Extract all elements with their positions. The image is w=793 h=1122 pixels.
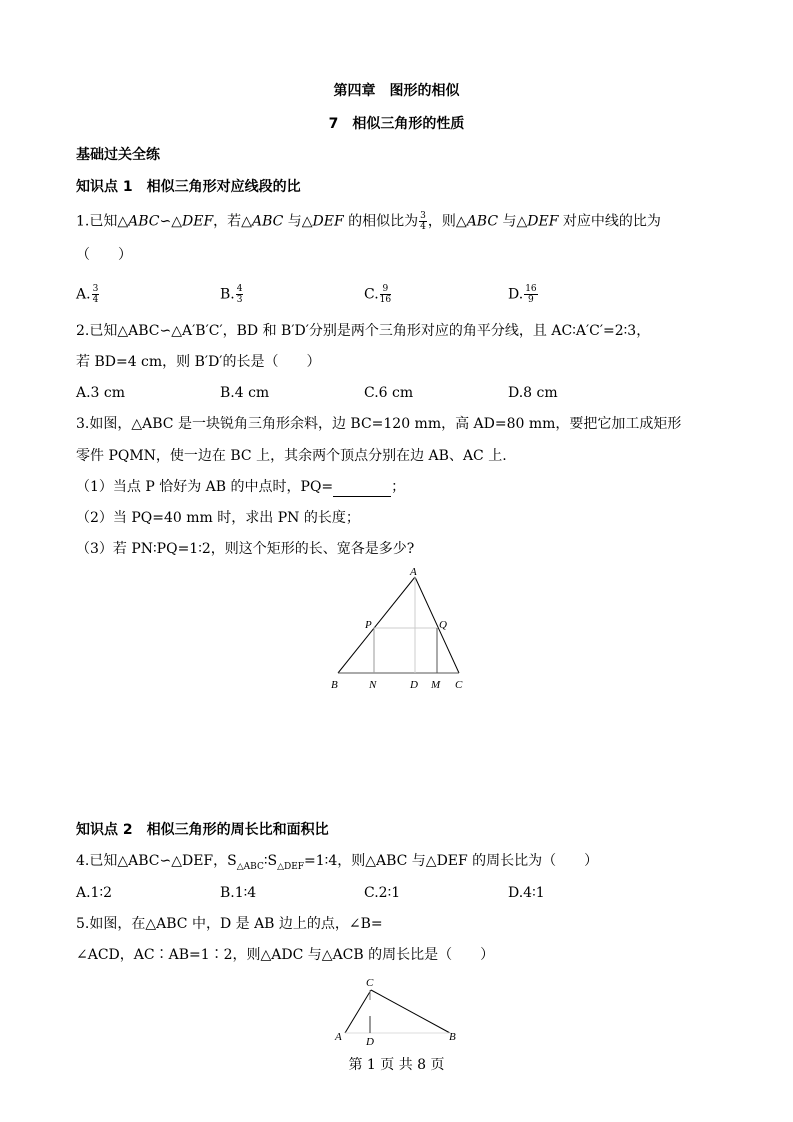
q2-line2: 若 BD=4 cm，则 B′D′的长是（ ） (76, 354, 321, 370)
q4-option-a[interactable]: A.1∶2 (76, 885, 113, 901)
q1-option-a[interactable]: A. $\frac{3}{4}$ (76, 284, 99, 305)
section-title: 7 相似三角形的性质 (328, 116, 465, 132)
q2-option-b[interactable]: B.4 cm (220, 385, 270, 401)
q4-option-b[interactable]: B.1∶4 (220, 885, 257, 901)
q3-sub3: （3）若 PN∶PQ=1∶2，则这个矩形的长、宽各是多少? (76, 541, 415, 557)
part-title: 基础过关全练 (76, 147, 160, 163)
q1-option-b[interactable]: B. $\frac{4}{3}$ (220, 284, 243, 305)
q3-line2: 零件 PQMN，使一边在 BC 上，其余两个顶点分别在边 AB、AC 上. (76, 448, 507, 464)
q1-answer-paren: （ ） (76, 247, 132, 263)
label-A: A (410, 566, 417, 578)
q5-line1: 5.如图，在△ABC 中，D 是 AB 边上的点，∠B= (76, 916, 383, 932)
q1-text: 1.已知△ABC∽△DEF，若△ABC 与△DEF 的相似比为 $\frac{3}{4}$ ，则△ABC 与△DEF 对应中线的比为 (76, 211, 661, 232)
q4-option-d[interactable]: D.4∶1 (508, 885, 545, 901)
q1-option-c[interactable]: C. $\frac{9}{16}$ (364, 284, 392, 305)
label-D: D (410, 679, 418, 691)
q3-line1: 3.如图，△ABC 是一块锐角三角形余料，边 BC=120 mm，高 AD=80 mm，要把它加工成矩形 (76, 416, 682, 432)
chapter-title: 第四章 图形的相似 (333, 83, 460, 99)
label-A: A (335, 1031, 342, 1043)
q3-sub2: （2）当 PQ=40 mm 时，求出 PN 的长度； (76, 510, 360, 526)
knowledge-point-2: 知识点 2 相似三角形的周长比和面积比 (76, 822, 329, 838)
label-B: B (449, 1031, 456, 1043)
label-D: D (366, 1036, 374, 1048)
q2-line1: 2.已知△ABC∽△A′B′C′，BD 和 B′D′分别是两个三角形对应的角平分线，且 AC∶A′C′=2∶3， (76, 323, 651, 339)
q2-option-c[interactable]: C.6 cm (364, 385, 414, 401)
label-M: M (431, 679, 441, 691)
label-C: C (366, 977, 374, 989)
label-N: N (369, 679, 377, 691)
label-P: P (365, 619, 372, 631)
label-B: B (331, 679, 338, 691)
q5-triangle-figure (334, 977, 456, 1048)
q3-triangle-figure (331, 566, 463, 691)
label-Q: Q (439, 619, 447, 631)
q2-option-a[interactable]: A.3 cm (76, 385, 126, 401)
q2-option-d[interactable]: D.8 cm (508, 385, 558, 401)
q5-line2: ∠ACD，AC∶AB=1∶2，则△ADC 与△ACB 的周长比是（ ） (76, 947, 495, 963)
page-number: 第 1 页 共 8 页 (348, 1057, 445, 1073)
label-C: C (455, 679, 463, 691)
q3-sub1: （1）当点 P 恰好为 AB 的中点时，PQ= ； (76, 479, 406, 495)
q1-option-d[interactable]: D. $\frac{16}{9}$ (508, 284, 537, 305)
q4-option-c[interactable]: C.2∶1 (364, 885, 401, 901)
q4-text: 4.已知△ABC∽△DEF，$S_{\triangle ABC}∶S_{\triangle DEF}=1∶4$，则△ABC 与△DEF 的周长比为（ ） (76, 853, 599, 872)
knowledge-point-1: 知识点 1 相似三角形对应线段的比 (76, 179, 301, 195)
